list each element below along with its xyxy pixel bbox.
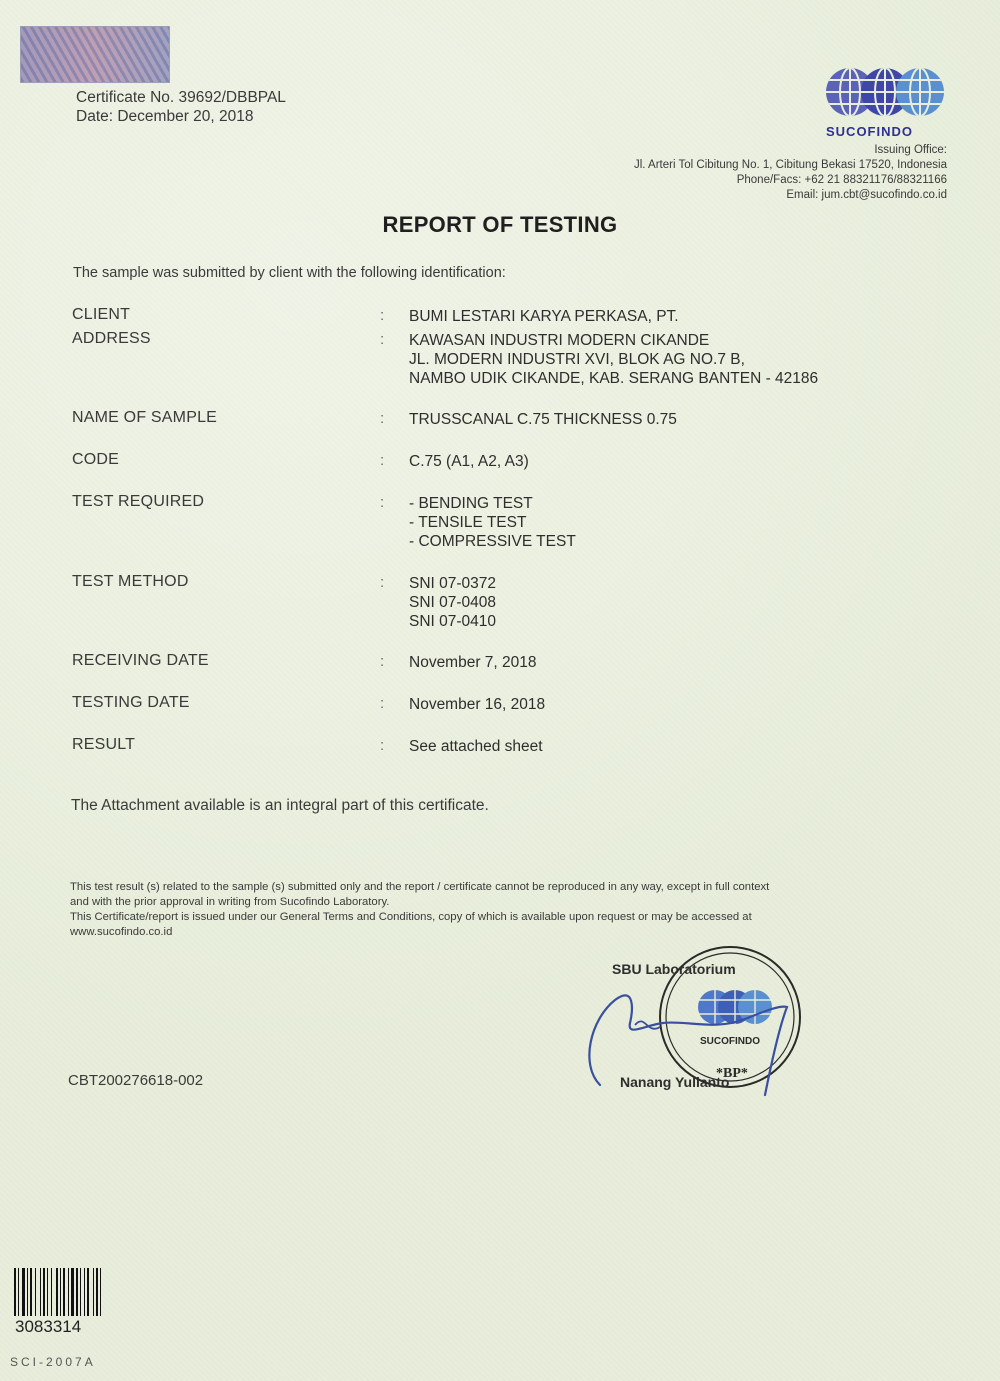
value-line: SNI 07-0408: [409, 594, 497, 611]
barcode-bar: [22, 1268, 25, 1316]
value-line: NAMBO UDIK CIKANDE, KAB. SERANG BANTEN - 42186: [409, 370, 819, 387]
field-label-receiving-date: RECEIVING DATE: [72, 652, 209, 669]
field-label-test-required: TEST REQUIRED: [72, 493, 205, 510]
office-line: Phone/Facs: +62 21 88321176/88321166: [736, 174, 947, 186]
field-colon: :: [380, 410, 385, 427]
field-colon: :: [380, 331, 385, 348]
value-line: - BENDING TEST: [409, 495, 533, 512]
barcode-number: 3083314: [15, 1317, 82, 1336]
field-colon: :: [380, 574, 385, 591]
barcode-bar: [43, 1268, 45, 1316]
signer-name: Nanang Yulianto: [620, 1074, 730, 1090]
barcode-bar: [96, 1268, 98, 1316]
barcode-bar: [93, 1268, 94, 1316]
field-value-client: [409, 307, 679, 326]
barcode-bar: [60, 1268, 61, 1316]
field-label-test-method: TEST METHOD: [72, 573, 189, 590]
disclaimer-line: www.sucofindo.co.id: [70, 926, 173, 938]
certificate-number: Certificate No. 39692/DBBPAL: [76, 89, 286, 106]
field-value-test-method: [409, 574, 496, 631]
field-value-sample: [409, 410, 677, 429]
field-label-code: CODE: [72, 451, 120, 468]
barcode-bar: [84, 1268, 85, 1316]
field-colon: :: [380, 737, 385, 754]
security-hologram: [20, 26, 170, 83]
intro-text: The sample was submitted by client with the following identification:: [73, 265, 506, 281]
barcode-bar: [40, 1268, 41, 1316]
barcode-bar: [47, 1268, 48, 1316]
office-line: Issuing Office:: [874, 144, 947, 156]
barcode-bar: [63, 1268, 65, 1316]
value-line: KAWASAN INDUSTRI MODERN CIKANDE: [409, 332, 710, 349]
field-label-sample: NAME OF SAMPLE: [72, 409, 218, 426]
stamp-code-text: *BP*: [716, 1066, 748, 1081]
office-line: Email: jum.cbt@sucofindo.co.id: [786, 189, 947, 201]
value-line: JL. MODERN INDUSTRI XVI, BLOK AG NO.7 B,: [409, 351, 745, 368]
field-label-result: RESULT: [72, 736, 136, 753]
field-colon: :: [380, 452, 385, 469]
field-value-result: [409, 737, 543, 756]
integral-note: The Attachment available is an integral part of this certificate.: [71, 797, 489, 814]
disclaimer: [70, 880, 930, 940]
field-colon: :: [380, 307, 385, 324]
value-line: C.75 (A1, A2, A3): [409, 453, 529, 470]
field-value-test-required: [409, 494, 576, 551]
document-title: REPORT OF TESTING: [382, 212, 618, 237]
disclaimer-line: This test result (s) related to the sample (s) submitted only and the report / certificate cannot be reproduced in any way, except in full context: [70, 881, 770, 893]
barcode-bar: [14, 1268, 16, 1316]
disclaimer-line: This Certificate/report is issued under our General Terms and Conditions, copy of which is available upon request or may be accessed at: [70, 911, 752, 923]
field-value-address: [409, 331, 818, 388]
barcode-bar: [68, 1268, 69, 1316]
stamp-brand-text: SUCOFINDO: [700, 1036, 760, 1047]
value-line: November 7, 2018: [409, 654, 537, 671]
field-value-receiving-date: [409, 653, 537, 672]
disclaimer-line: and with the prior approval in writing from Sucofindo Laboratory.: [70, 896, 390, 908]
value-line: SNI 07-0410: [409, 613, 497, 630]
barcode-bar: [76, 1268, 78, 1316]
field-label-client: CLIENT: [72, 306, 131, 323]
field-value-code: [409, 452, 529, 471]
certificate-info: [76, 88, 286, 126]
field-label-testing-date: TESTING DATE: [72, 694, 190, 711]
field-label-address: ADDRESS: [72, 330, 151, 347]
department-name: SBU Laboratorium: [612, 961, 736, 977]
value-line: - COMPRESSIVE TEST: [409, 533, 576, 550]
value-line: BUMI LESTARI KARYA PERKASA, PT.: [409, 308, 679, 325]
barcode-bar: [71, 1268, 74, 1316]
office-line: Jl. Arteri Tol Cibitung No. 1, Cibitung Bekasi 17520, Indonesia: [633, 159, 947, 171]
barcode-bar: [35, 1268, 36, 1316]
form-code: SCI-2007A: [10, 1355, 96, 1369]
value-line: TRUSSCANAL C.75 THICKNESS 0.75: [409, 411, 677, 428]
barcode-bar: [51, 1268, 52, 1316]
barcode-bar: [56, 1268, 58, 1316]
field-colon: :: [380, 653, 385, 670]
barcode-bar: [18, 1268, 19, 1316]
barcode-bar: [87, 1268, 89, 1316]
field-colon: :: [380, 494, 385, 511]
value-line: - TENSILE TEST: [409, 514, 527, 531]
barcode-bar: [27, 1268, 28, 1316]
barcode-bar: [100, 1268, 101, 1316]
field-colon: :: [380, 695, 385, 712]
field-value-testing-date: [409, 695, 545, 714]
barcode-bar: [30, 1268, 32, 1316]
certificate-date: Date: December 20, 2018: [76, 108, 254, 125]
barcode-bar: [80, 1268, 81, 1316]
issuing-office: [527, 143, 947, 203]
reference-code: CBT200276618-002: [68, 1072, 204, 1089]
value-line: SNI 07-0372: [409, 575, 497, 592]
barcode-icon: [14, 1268, 150, 1316]
value-line: November 16, 2018: [409, 696, 546, 713]
brand-name: SUCOFINDO: [826, 124, 913, 139]
value-line: See attached sheet: [409, 738, 543, 755]
sucofindo-logo-icon: [820, 62, 950, 124]
